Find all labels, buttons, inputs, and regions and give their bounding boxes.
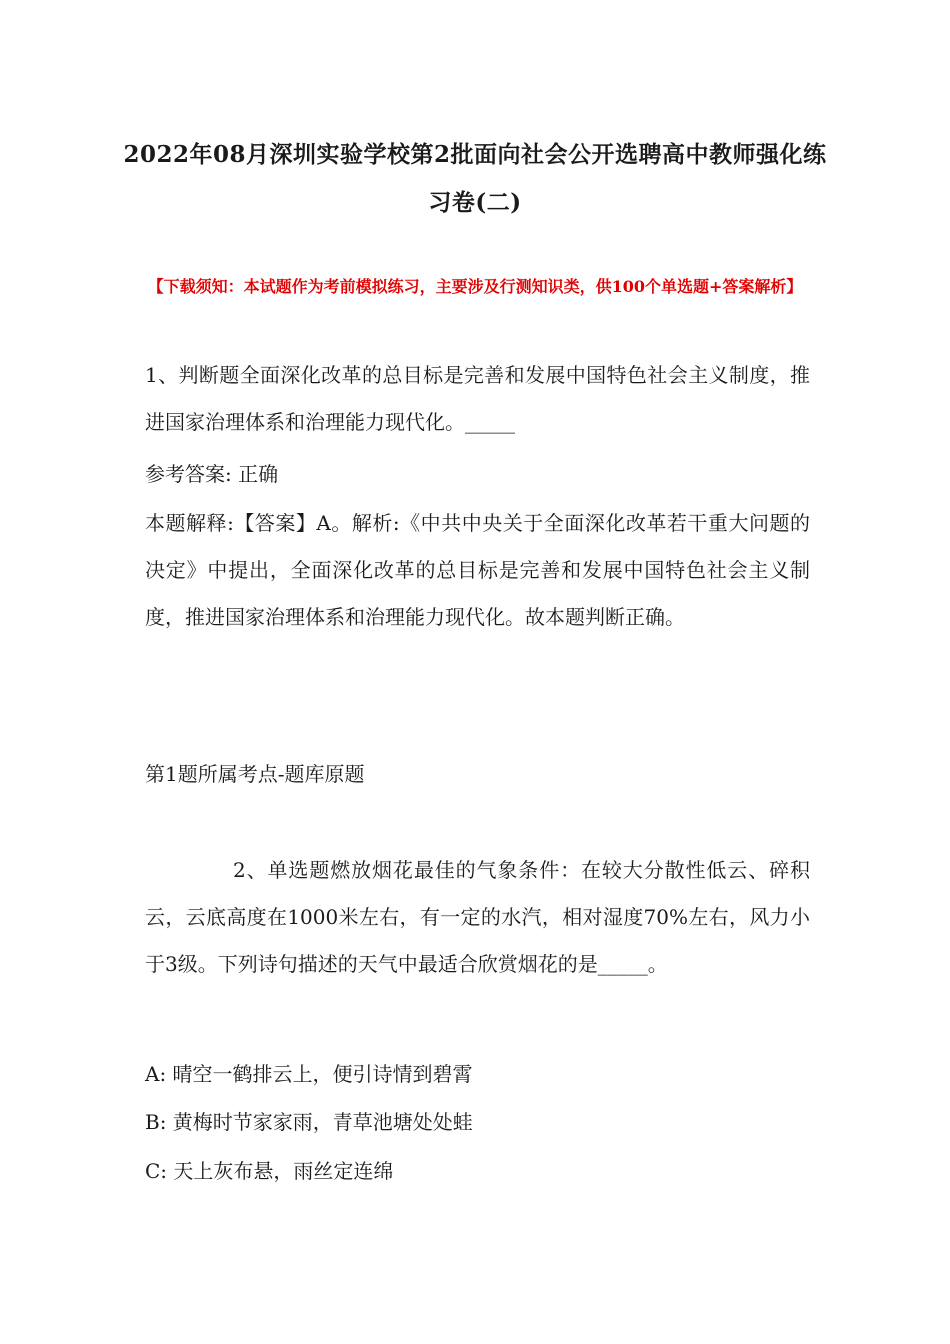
question-1-topic: 第1题所属考点-题库原题 — [145, 762, 365, 786]
question-1-text: 1、判断题全面深化改革的总目标是完善和发展中国特色社会主义制度，推进国家治理体系和治理能力现代化。_____ — [145, 363, 810, 434]
question-2-option-a: A: 晴空一鹤排云上，便引诗情到碧霄 — [145, 1062, 473, 1086]
question-2-text: 2、单选题燃放烟花最佳的气象条件：在较大分散性低云、碎积云，云底高度在1000米左右，有一定的水汽，相对湿度70%左右，风力小于3级。下列诗句描述的天气中最适合欣赏烟花的是_____。 — [145, 858, 810, 976]
question-1-explanation: 本题解释:【答案】A。解析:《中共中央关于全面深化改革若干重大问题的决定》中提出，全面深化改革的总目标是完善和发展中国特色社会主义制度，推进国家治理体系和治理能力现代化。故本题判断正确。 — [145, 511, 810, 629]
document-title: 2022年08月深圳实验学校第2批面向社会公开选聘高中教师强化练习卷(二) — [123, 141, 827, 216]
question-2-option-c: C: 天上灰布悬，雨丝定连绵 — [145, 1159, 394, 1183]
download-notice: 【下载须知：本试题作为考前模拟练习，主要涉及行测知识类，供100个单选题+答案解析】 — [147, 277, 803, 296]
question-2-option-b: B: 黄梅时节家家雨，青草池塘处处蛙 — [145, 1110, 473, 1134]
question-1-answer: 参考答案: 正确 — [145, 462, 279, 486]
